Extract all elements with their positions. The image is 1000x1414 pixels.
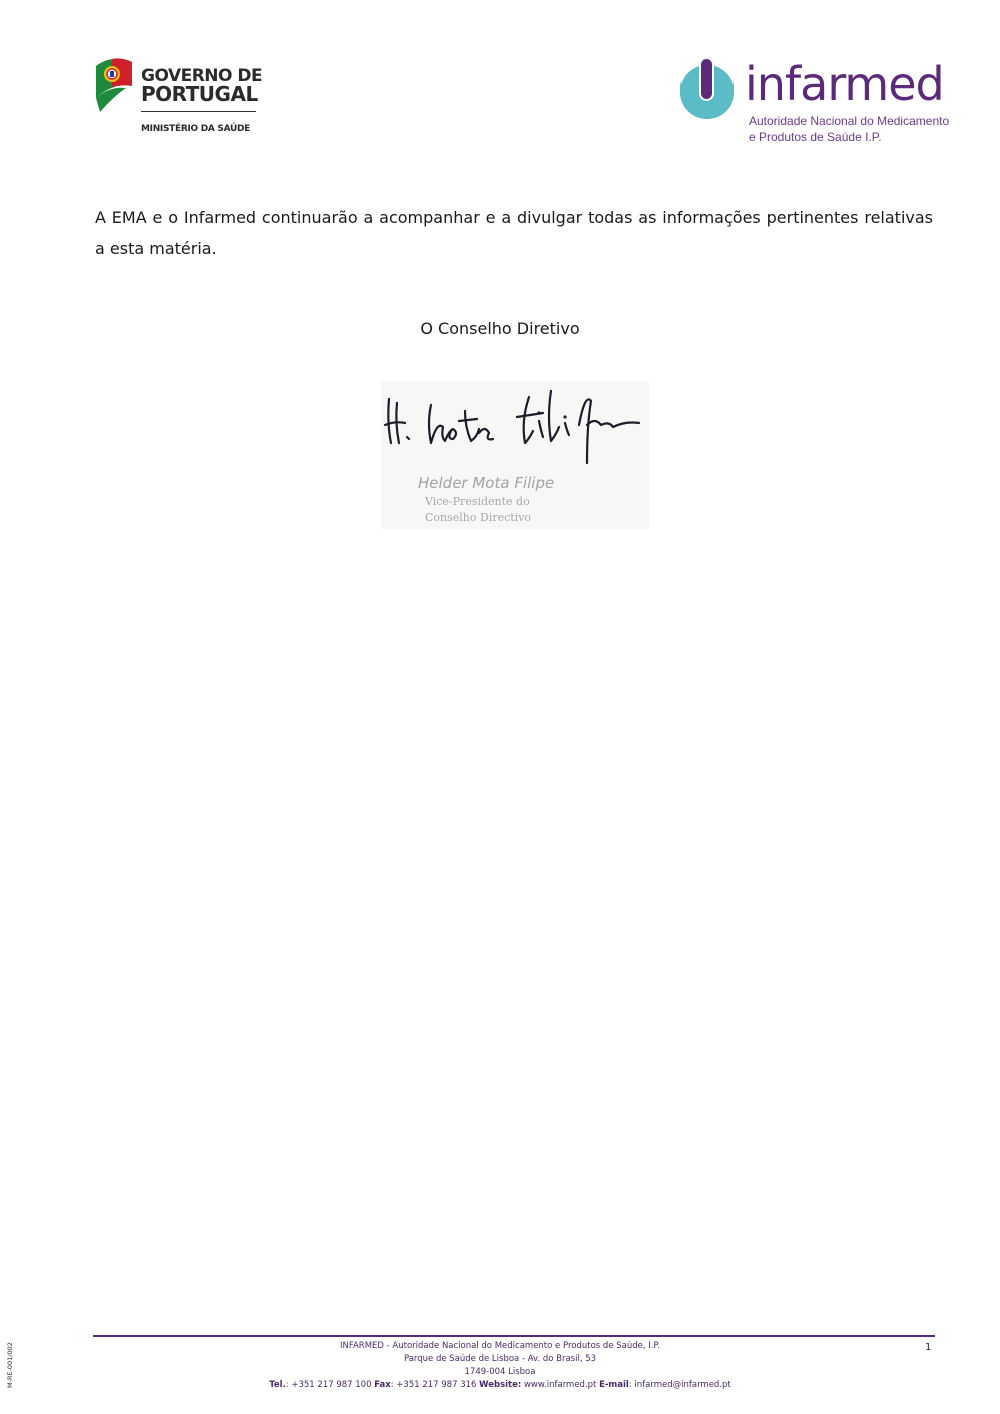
infarmed-wordmark: infarmed [745,57,944,111]
signature-stamp-image [381,381,649,529]
infarmed-emblem-icon [676,58,738,122]
body-paragraph: A EMA e o Infarmed continuarão a acompanhar e a divulgar todas as informações pertinentes relativas a esta matéria. [95,208,933,258]
gov-logo-divider [141,111,256,112]
signer-title: O Conselho Diretivo [420,319,580,338]
document-code: M-RE-001/002 [6,1342,14,1388]
signature-stamp-role-line2: Conselho Directivo [425,511,532,524]
signature-stamp-name: Helder Mota Filipe [418,474,555,492]
footer-email-label: E-mail [599,1380,629,1390]
footer-tel-label: Tel. [269,1380,286,1390]
page-number: 1 [925,1342,932,1353]
gov-logo-ministry: MINISTÉRIO DA SAÚDE [141,124,250,134]
gov-logo-line1: GOVERNO DE [141,66,263,86]
infarmed-subtitle-line1: Autoridade Nacional do Medicamento [749,114,950,128]
footer-contact-line [0,1379,1000,1392]
signature-stamp-role-line1: Vice-Presidente do [425,495,530,508]
handwritten-signature [381,381,649,529]
footer [0,1340,1000,1392]
infarmed-logo [676,56,950,148]
footer-tel: : +351 217 987 100 [285,1380,372,1390]
footer-website-link[interactable]: www.infarmed.pt [521,1380,597,1390]
governo-de-portugal-logo [92,56,262,140]
footer-line2: Parque de Saúde de Lisboa - Av. do Brasil, 53 [403,1354,597,1364]
portugal-flag-emblem-icon [92,56,138,112]
footer-fax-label: Fax [374,1380,391,1390]
footer-line1: INFARMED - Autoridade Nacional do Medicamento e Produtos de Saúde, I.P. [340,1341,660,1351]
footer-fax: : +351 217 987 316 [390,1380,477,1390]
infarmed-subtitle-line2: e Produtos de Saúde I.P. [749,130,882,144]
gov-logo-line2: PORTUGAL [141,82,258,106]
footer-email-link[interactable]: : infarmed@infarmed.pt [628,1380,731,1390]
footer-website-label: Website: [479,1380,522,1390]
footer-divider [93,1335,935,1337]
footer-line3: 1749-004 Lisboa [464,1367,536,1377]
